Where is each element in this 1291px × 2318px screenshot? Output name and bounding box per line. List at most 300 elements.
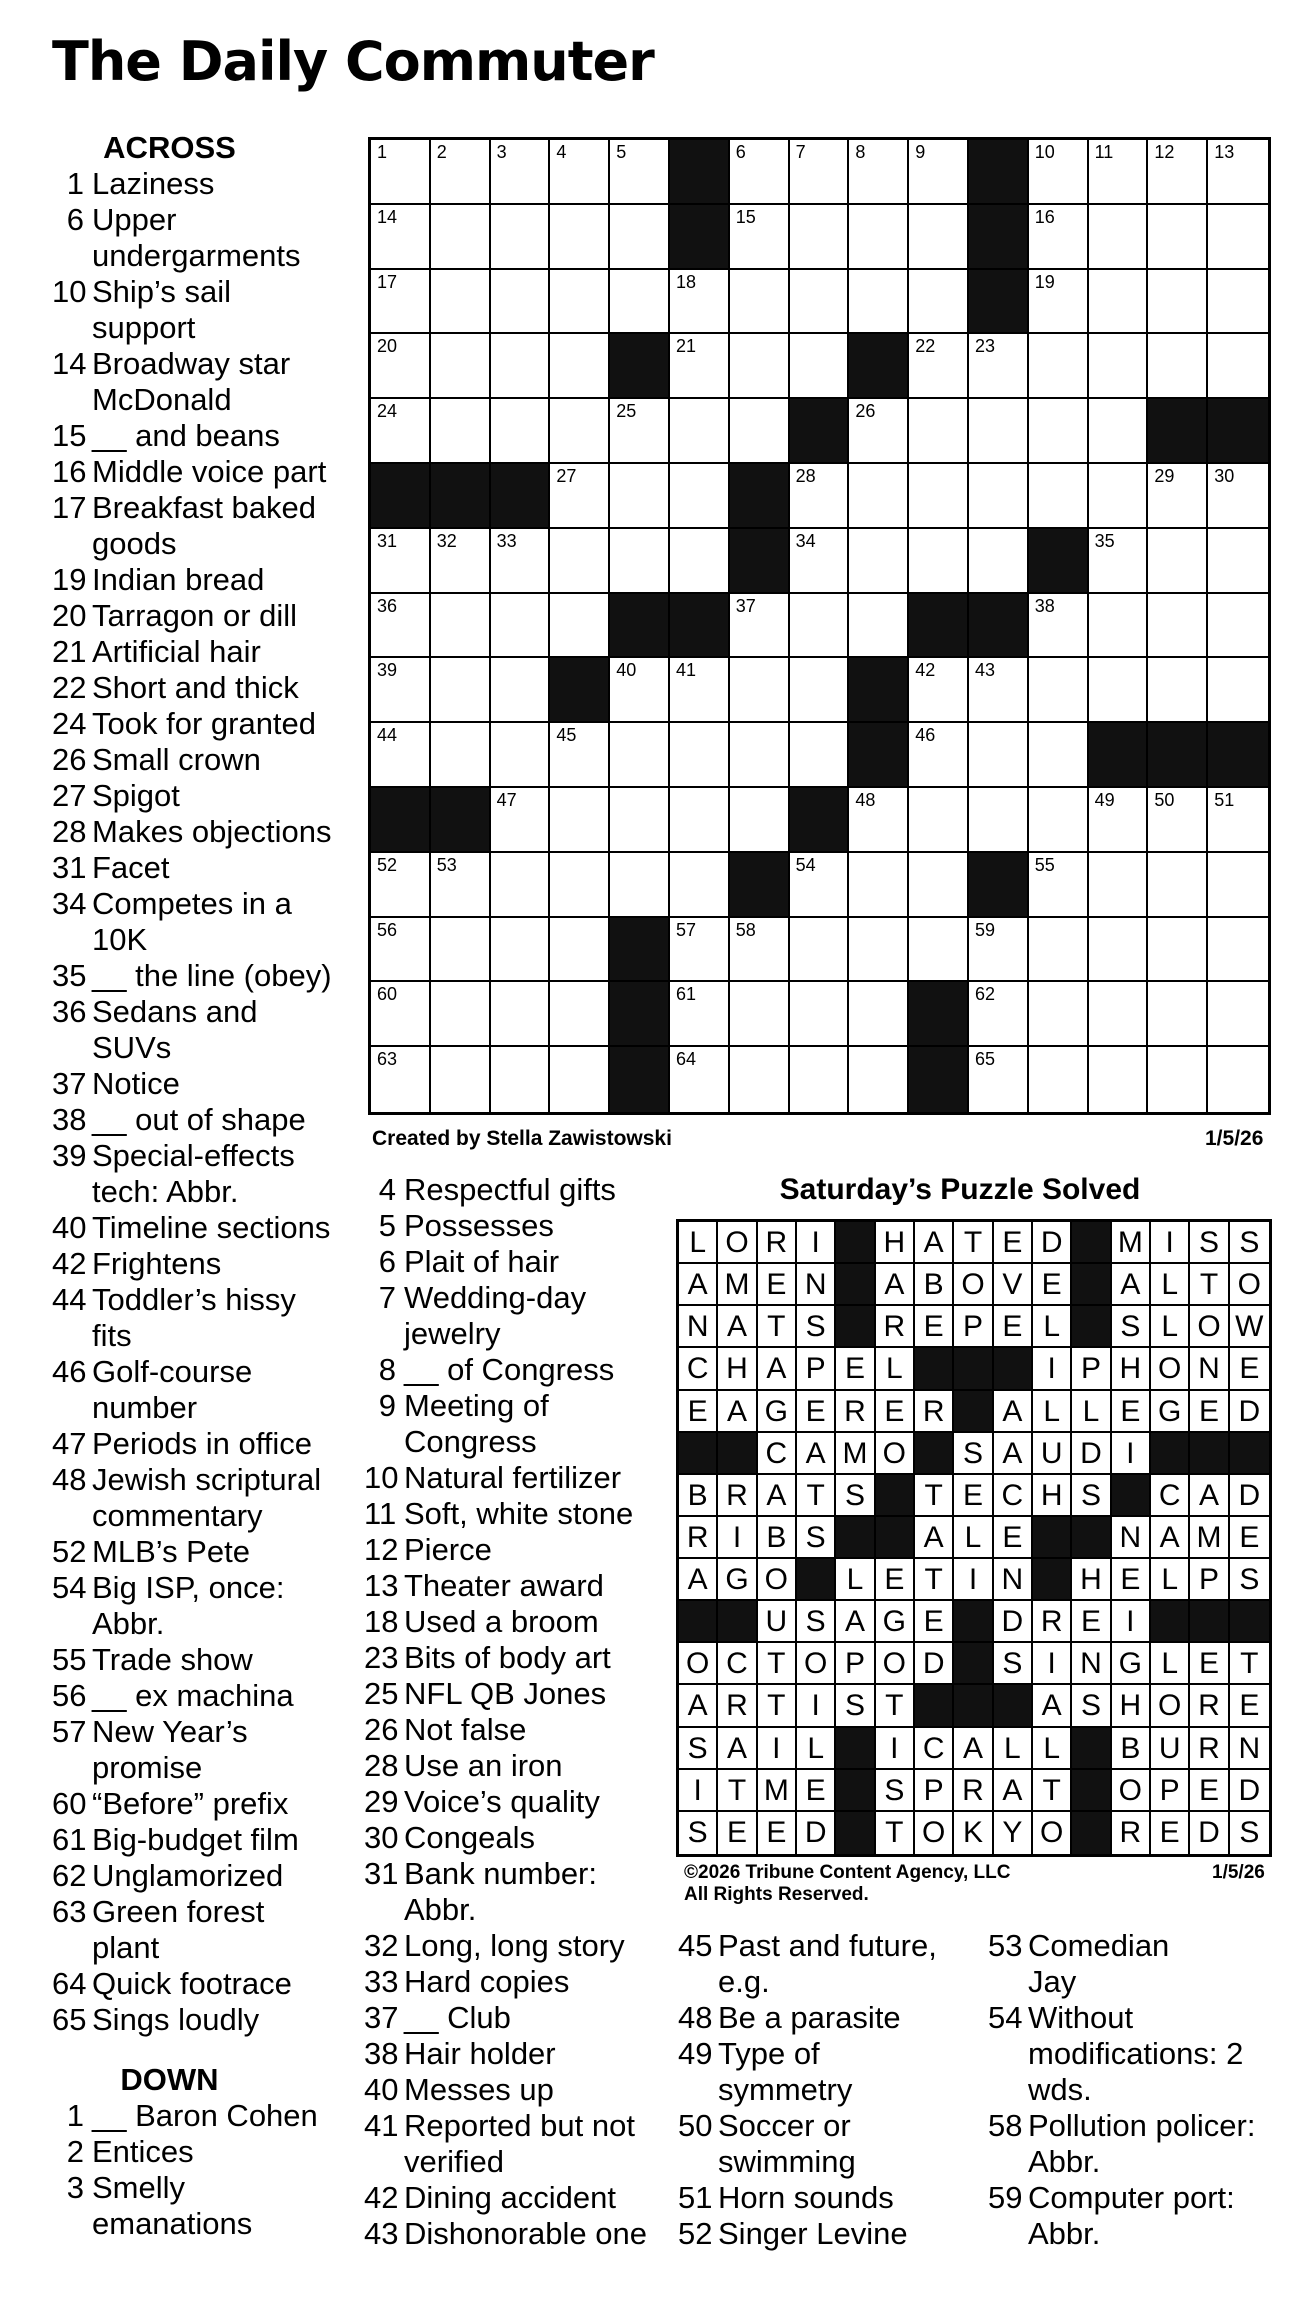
grid-cell[interactable] [550, 334, 610, 399]
grid-cell[interactable] [550, 205, 610, 270]
grid-cell[interactable] [1089, 982, 1149, 1047]
grid-cell[interactable] [1148, 140, 1208, 205]
grid-cell[interactable] [790, 205, 850, 270]
solution-black-square [836, 1306, 875, 1348]
cell-number: 43 [975, 660, 996, 681]
grid-cell[interactable] [1148, 982, 1208, 1047]
grid-cell[interactable] [790, 594, 850, 659]
grid-cell[interactable] [1148, 270, 1208, 335]
clue-item [52, 166, 352, 202]
clue-number: 36 [52, 994, 87, 1029]
solution-letter: A [994, 1433, 1033, 1475]
grid-cell[interactable] [849, 399, 909, 464]
grid-cell[interactable] [670, 658, 730, 723]
clue-item [364, 1604, 674, 1640]
grid-cell[interactable] [730, 594, 790, 659]
solution-letter: E [758, 1264, 797, 1306]
grid-cell[interactable] [610, 205, 670, 270]
clue-number: 32 [364, 1928, 399, 1963]
grid-cell[interactable] [1208, 529, 1268, 594]
solution-letter: L [876, 1348, 915, 1390]
grid-cell[interactable] [1029, 594, 1089, 659]
grid-cell[interactable] [431, 658, 491, 723]
grid-cell[interactable] [849, 918, 909, 983]
clue-text: jewelry [404, 1316, 501, 1351]
grid-cell[interactable] [849, 982, 909, 1047]
grid-cell[interactable] [610, 140, 670, 205]
grid-cell[interactable] [909, 918, 969, 983]
grid-cell[interactable] [431, 723, 491, 788]
clue-text: Messes up [404, 2072, 554, 2107]
solution-letter: L [1151, 1559, 1190, 1601]
grid-cell[interactable] [849, 788, 909, 853]
grid-cell[interactable] [431, 529, 491, 594]
grid-cell[interactable] [550, 1047, 610, 1112]
grid-cell[interactable] [491, 205, 551, 270]
grid-cell[interactable] [909, 399, 969, 464]
grid-cell[interactable] [909, 723, 969, 788]
grid-cell[interactable] [491, 918, 551, 983]
solution-black-square [1072, 1770, 1111, 1812]
grid-cell[interactable] [491, 270, 551, 335]
cell-number: 44 [377, 725, 398, 746]
grid-cell[interactable] [1089, 853, 1149, 918]
grid-cell[interactable] [1089, 399, 1149, 464]
grid-cell[interactable] [909, 270, 969, 335]
grid-cell[interactable] [1148, 594, 1208, 659]
grid-cell[interactable] [790, 1047, 850, 1112]
grid-cell[interactable] [610, 529, 670, 594]
solution-letter: E [758, 1812, 797, 1854]
grid-cell[interactable] [1029, 788, 1089, 853]
grid-cell[interactable] [1148, 1047, 1208, 1112]
grid-cell[interactable] [1148, 853, 1208, 918]
grid-cell[interactable] [550, 140, 610, 205]
grid-cell[interactable] [730, 918, 790, 983]
grid-cell[interactable] [491, 853, 551, 918]
grid-cell[interactable] [550, 529, 610, 594]
grid-cell[interactable] [1029, 853, 1089, 918]
grid-cell[interactable] [371, 1047, 431, 1112]
grid-cell[interactable] [1208, 334, 1268, 399]
solution-letter: R [836, 1391, 875, 1433]
crossword-grid[interactable] [368, 137, 1271, 1115]
grid-cell[interactable] [431, 594, 491, 659]
grid-cell[interactable] [790, 918, 850, 983]
solution-letter: E [954, 1475, 993, 1517]
grid-cell[interactable] [1029, 270, 1089, 335]
grid-cell[interactable] [1029, 723, 1089, 788]
grid-cell[interactable] [1208, 205, 1268, 270]
grid-cell[interactable] [670, 529, 730, 594]
clue-text: emanations [92, 2206, 253, 2241]
solution-letter: A [915, 1517, 954, 1559]
grid-cell[interactable] [730, 658, 790, 723]
solution-letter: T [1190, 1264, 1229, 1306]
grid-cell[interactable] [610, 658, 670, 723]
grid-cell[interactable] [969, 464, 1029, 529]
solution-black-square [1230, 1601, 1269, 1643]
grid-cell[interactable] [1029, 140, 1089, 205]
grid-cell[interactable] [790, 140, 850, 205]
grid-cell[interactable] [1148, 658, 1208, 723]
grid-cell[interactable] [670, 788, 730, 853]
grid-cell[interactable] [371, 594, 431, 659]
grid-cell[interactable] [550, 270, 610, 335]
grid-cell[interactable] [790, 658, 850, 723]
grid-cell[interactable] [730, 399, 790, 464]
grid-cell[interactable] [670, 723, 730, 788]
clue-item [364, 1208, 674, 1244]
grid-cell[interactable] [610, 788, 670, 853]
grid-cell[interactable] [1029, 205, 1089, 270]
grid-cell[interactable] [790, 529, 850, 594]
grid-cell[interactable] [969, 1047, 1029, 1112]
grid-cell[interactable] [431, 853, 491, 918]
clue-text: Short and thick [92, 670, 299, 705]
cell-number: 4 [556, 142, 567, 162]
grid-cell[interactable] [491, 723, 551, 788]
clue-text: support [92, 310, 196, 345]
grid-cell[interactable] [1148, 918, 1208, 983]
grid-cell[interactable] [790, 723, 850, 788]
solution-letter: T [1230, 1643, 1269, 1685]
cell-number: 29 [1154, 466, 1175, 486]
black-square [670, 140, 730, 205]
cell-number: 49 [1094, 790, 1115, 810]
clue-number: 43 [364, 2216, 399, 2251]
grid-cell[interactable] [849, 270, 909, 335]
grid-cell[interactable] [909, 788, 969, 853]
cell-number: 12 [1154, 142, 1175, 162]
grid-cell[interactable] [969, 918, 1029, 983]
grid-cell[interactable] [849, 205, 909, 270]
grid-cell[interactable] [730, 982, 790, 1047]
grid-cell[interactable] [670, 853, 730, 918]
clue-text: Meeting of [404, 1388, 549, 1423]
grid-cell[interactable] [790, 270, 850, 335]
grid-cell[interactable] [491, 140, 551, 205]
clue-text: Big ISP, once: [92, 1570, 285, 1605]
clue-number: 20 [52, 598, 87, 633]
grid-cell[interactable] [550, 918, 610, 983]
grid-cell[interactable] [1029, 334, 1089, 399]
grid-cell[interactable] [1029, 658, 1089, 723]
clue-item [52, 1570, 352, 1642]
grid-cell[interactable] [909, 529, 969, 594]
grid-cell[interactable] [909, 658, 969, 723]
grid-cell[interactable] [1089, 205, 1149, 270]
grid-cell[interactable] [610, 723, 670, 788]
cell-number: 33 [496, 530, 517, 551]
clue-item [52, 1102, 352, 1138]
grid-cell[interactable] [371, 140, 431, 205]
clue-text: Used a broom [404, 1604, 599, 1639]
clue-text: Laziness [92, 166, 215, 201]
clue-number: 52 [678, 2216, 713, 2251]
grid-cell[interactable] [1208, 140, 1268, 205]
solution-letter: I [954, 1559, 993, 1601]
grid-cell[interactable] [371, 334, 431, 399]
black-square [849, 658, 909, 723]
grid-cell[interactable] [969, 399, 1029, 464]
clue-text: Long, long story [404, 1928, 625, 1963]
grid-cell[interactable] [550, 982, 610, 1047]
grid-cell[interactable] [491, 658, 551, 723]
grid-cell[interactable] [1208, 1047, 1268, 1112]
grid-cell[interactable] [431, 1047, 491, 1112]
grid-cell[interactable] [1089, 270, 1149, 335]
grid-cell[interactable] [1208, 464, 1268, 529]
grid-cell[interactable] [1089, 788, 1149, 853]
grid-cell[interactable] [909, 334, 969, 399]
grid-cell[interactable] [670, 982, 730, 1047]
solution-letter: E [994, 1517, 1033, 1559]
grid-cell[interactable] [909, 464, 969, 529]
grid-cell[interactable] [371, 853, 431, 918]
grid-cell[interactable] [1148, 788, 1208, 853]
grid-cell[interactable] [371, 723, 431, 788]
grid-cell[interactable] [730, 270, 790, 335]
grid-cell[interactable] [1089, 529, 1149, 594]
grid-cell[interactable] [1208, 270, 1268, 335]
solution-letter: M [1190, 1517, 1229, 1559]
grid-cell[interactable] [909, 853, 969, 918]
grid-cell[interactable] [730, 140, 790, 205]
clue-item [364, 2108, 674, 2180]
solution-letter: E [876, 1391, 915, 1433]
solution-letter: O [679, 1643, 718, 1685]
solution-letter: A [954, 1728, 993, 1770]
grid-cell[interactable] [1089, 658, 1149, 723]
grid-cell[interactable] [550, 788, 610, 853]
clue-text: undergarments [92, 238, 301, 273]
clue-text: Congress [404, 1424, 537, 1459]
grid-cell[interactable] [670, 464, 730, 529]
grid-cell[interactable] [1208, 853, 1268, 918]
grid-cell[interactable] [670, 270, 730, 335]
solution-letter: S [994, 1643, 1033, 1685]
grid-cell[interactable] [371, 205, 431, 270]
solution-black-square [836, 1812, 875, 1854]
grid-cell[interactable] [849, 594, 909, 659]
clue-text: commentary [92, 1498, 263, 1533]
cell-number: 34 [795, 530, 816, 551]
clue-item [678, 2036, 978, 2108]
grid-cell[interactable] [550, 594, 610, 659]
solution-letter: E [994, 1222, 1033, 1264]
cell-number: 41 [676, 660, 697, 681]
grid-cell[interactable] [371, 982, 431, 1047]
clue-item [364, 1244, 674, 1280]
clue-number: 39 [52, 1138, 87, 1173]
grid-cell[interactable] [1089, 464, 1149, 529]
solution-letter: E [1230, 1685, 1269, 1727]
solution-letter: C [718, 1643, 757, 1685]
grid-cell[interactable] [730, 205, 790, 270]
black-square [849, 334, 909, 399]
grid-cell[interactable] [491, 594, 551, 659]
grid-cell[interactable] [909, 205, 969, 270]
grid-cell[interactable] [431, 982, 491, 1047]
clue-text: Voice’s quality [404, 1784, 600, 1819]
grid-cell[interactable] [849, 464, 909, 529]
grid-cell[interactable] [610, 399, 670, 464]
solution-letter: L [1151, 1643, 1190, 1685]
grid-cell[interactable] [909, 140, 969, 205]
grid-cell[interactable] [969, 334, 1029, 399]
clue-number: 7 [378, 1280, 396, 1315]
grid-cell[interactable] [790, 853, 850, 918]
cell-number: 60 [377, 984, 398, 1005]
grid-cell[interactable] [969, 788, 1029, 853]
clue-item [52, 1858, 352, 1894]
black-square [969, 140, 1029, 205]
grid-cell[interactable] [1089, 334, 1149, 399]
grid-cell[interactable] [431, 270, 491, 335]
grid-cell[interactable] [431, 205, 491, 270]
clue-text: Abbr. [1028, 2144, 1101, 2179]
grid-cell[interactable] [1148, 334, 1208, 399]
grid-cell[interactable] [730, 334, 790, 399]
grid-cell[interactable] [491, 529, 551, 594]
clue-number: 52 [52, 1534, 87, 1569]
grid-cell[interactable] [849, 529, 909, 594]
cell-number: 40 [616, 660, 637, 681]
solution-letter: T [954, 1222, 993, 1264]
grid-cell[interactable] [550, 723, 610, 788]
solution-black-square [915, 1348, 954, 1390]
clue-text: Hard copies [404, 1964, 570, 1999]
grid-cell[interactable] [969, 982, 1029, 1047]
grid-cell[interactable] [1089, 918, 1149, 983]
grid-cell[interactable] [790, 464, 850, 529]
grid-cell[interactable] [969, 723, 1029, 788]
grid-cell[interactable] [670, 1047, 730, 1112]
clue-number: 28 [364, 1748, 399, 1783]
clue-number: 56 [52, 1678, 87, 1713]
clue-text: Broadway star [92, 346, 291, 381]
grid-cell[interactable] [491, 334, 551, 399]
solution-letter: R [718, 1475, 757, 1517]
grid-cell[interactable] [849, 853, 909, 918]
clue-text: Tarragon or dill [92, 598, 298, 633]
grid-cell[interactable] [610, 464, 670, 529]
grid-cell[interactable] [1089, 1047, 1149, 1112]
clue-item [52, 2134, 352, 2170]
clue-item [52, 1642, 352, 1678]
grid-cell[interactable] [1208, 594, 1268, 659]
clue-number: 8 [378, 1352, 396, 1387]
grid-cell[interactable] [1029, 464, 1089, 529]
clue-number: 59 [988, 2180, 1023, 2215]
solution-letter: I [679, 1770, 718, 1812]
grid-cell[interactable] [1148, 529, 1208, 594]
grid-cell[interactable] [491, 1047, 551, 1112]
grid-cell[interactable] [371, 918, 431, 983]
solution-letter: C [679, 1348, 718, 1390]
grid-cell[interactable] [431, 334, 491, 399]
grid-cell[interactable] [670, 334, 730, 399]
clue-text: goods [92, 526, 177, 561]
grid-cell[interactable] [790, 334, 850, 399]
grid-cell[interactable] [730, 1047, 790, 1112]
solution-letter: V [994, 1264, 1033, 1306]
clue-item [52, 1354, 352, 1426]
grid-cell[interactable] [371, 270, 431, 335]
solution-letter: T [876, 1812, 915, 1854]
grid-cell[interactable] [730, 788, 790, 853]
black-square [610, 982, 670, 1047]
grid-cell[interactable] [1089, 594, 1149, 659]
grid-cell[interactable] [969, 658, 1029, 723]
grid-cell[interactable] [849, 140, 909, 205]
grid-cell[interactable] [431, 918, 491, 983]
grid-cell[interactable] [550, 399, 610, 464]
cell-number: 50 [1154, 790, 1175, 810]
grid-cell[interactable] [730, 723, 790, 788]
grid-cell[interactable] [431, 140, 491, 205]
grid-cell[interactable] [1208, 788, 1268, 853]
cell-number: 17 [377, 271, 398, 292]
solution-letter: N [994, 1559, 1033, 1601]
grid-cell[interactable] [491, 399, 551, 464]
grid-cell[interactable] [1029, 1047, 1089, 1112]
grid-cell[interactable] [1029, 399, 1089, 464]
grid-cell[interactable] [491, 788, 551, 853]
grid-cell[interactable] [431, 399, 491, 464]
solution-letter: C [758, 1433, 797, 1475]
clue-text: Abbr. [92, 1606, 165, 1641]
grid-cell[interactable] [1148, 464, 1208, 529]
grid-cell[interactable] [550, 853, 610, 918]
grid-cell[interactable] [1148, 205, 1208, 270]
solution-letter: A [679, 1685, 718, 1727]
clue-item [52, 490, 352, 562]
down-clues-col2 [364, 1172, 674, 2252]
grid-cell[interactable] [371, 658, 431, 723]
grid-cell[interactable] [849, 1047, 909, 1112]
grid-cell[interactable] [1208, 658, 1268, 723]
grid-cell[interactable] [371, 529, 431, 594]
grid-cell[interactable] [371, 399, 431, 464]
grid-cell[interactable] [491, 982, 551, 1047]
solution-letter: E [718, 1812, 757, 1854]
solution-letter: Y [994, 1812, 1033, 1854]
grid-cell[interactable] [790, 982, 850, 1047]
clue-number: 25 [364, 1676, 399, 1711]
grid-cell[interactable] [1208, 918, 1268, 983]
grid-cell[interactable] [1029, 918, 1089, 983]
solution-black-square [1151, 1433, 1190, 1475]
solution-letter: E [1230, 1348, 1269, 1390]
clue-item [678, 2000, 978, 2036]
grid-cell[interactable] [670, 918, 730, 983]
grid-cell[interactable] [610, 853, 670, 918]
solution-letter: B [915, 1264, 954, 1306]
grid-cell[interactable] [550, 464, 610, 529]
grid-cell[interactable] [1029, 982, 1089, 1047]
grid-cell[interactable] [1089, 140, 1149, 205]
grid-cell[interactable] [969, 529, 1029, 594]
clue-text: promise [92, 1750, 203, 1785]
solution-letter: T [915, 1559, 954, 1601]
grid-cell[interactable] [1208, 982, 1268, 1047]
clue-text: Jay [1028, 1964, 1077, 1999]
cell-number: 9 [915, 142, 926, 162]
grid-cell[interactable] [670, 399, 730, 464]
grid-cell[interactable] [610, 270, 670, 335]
